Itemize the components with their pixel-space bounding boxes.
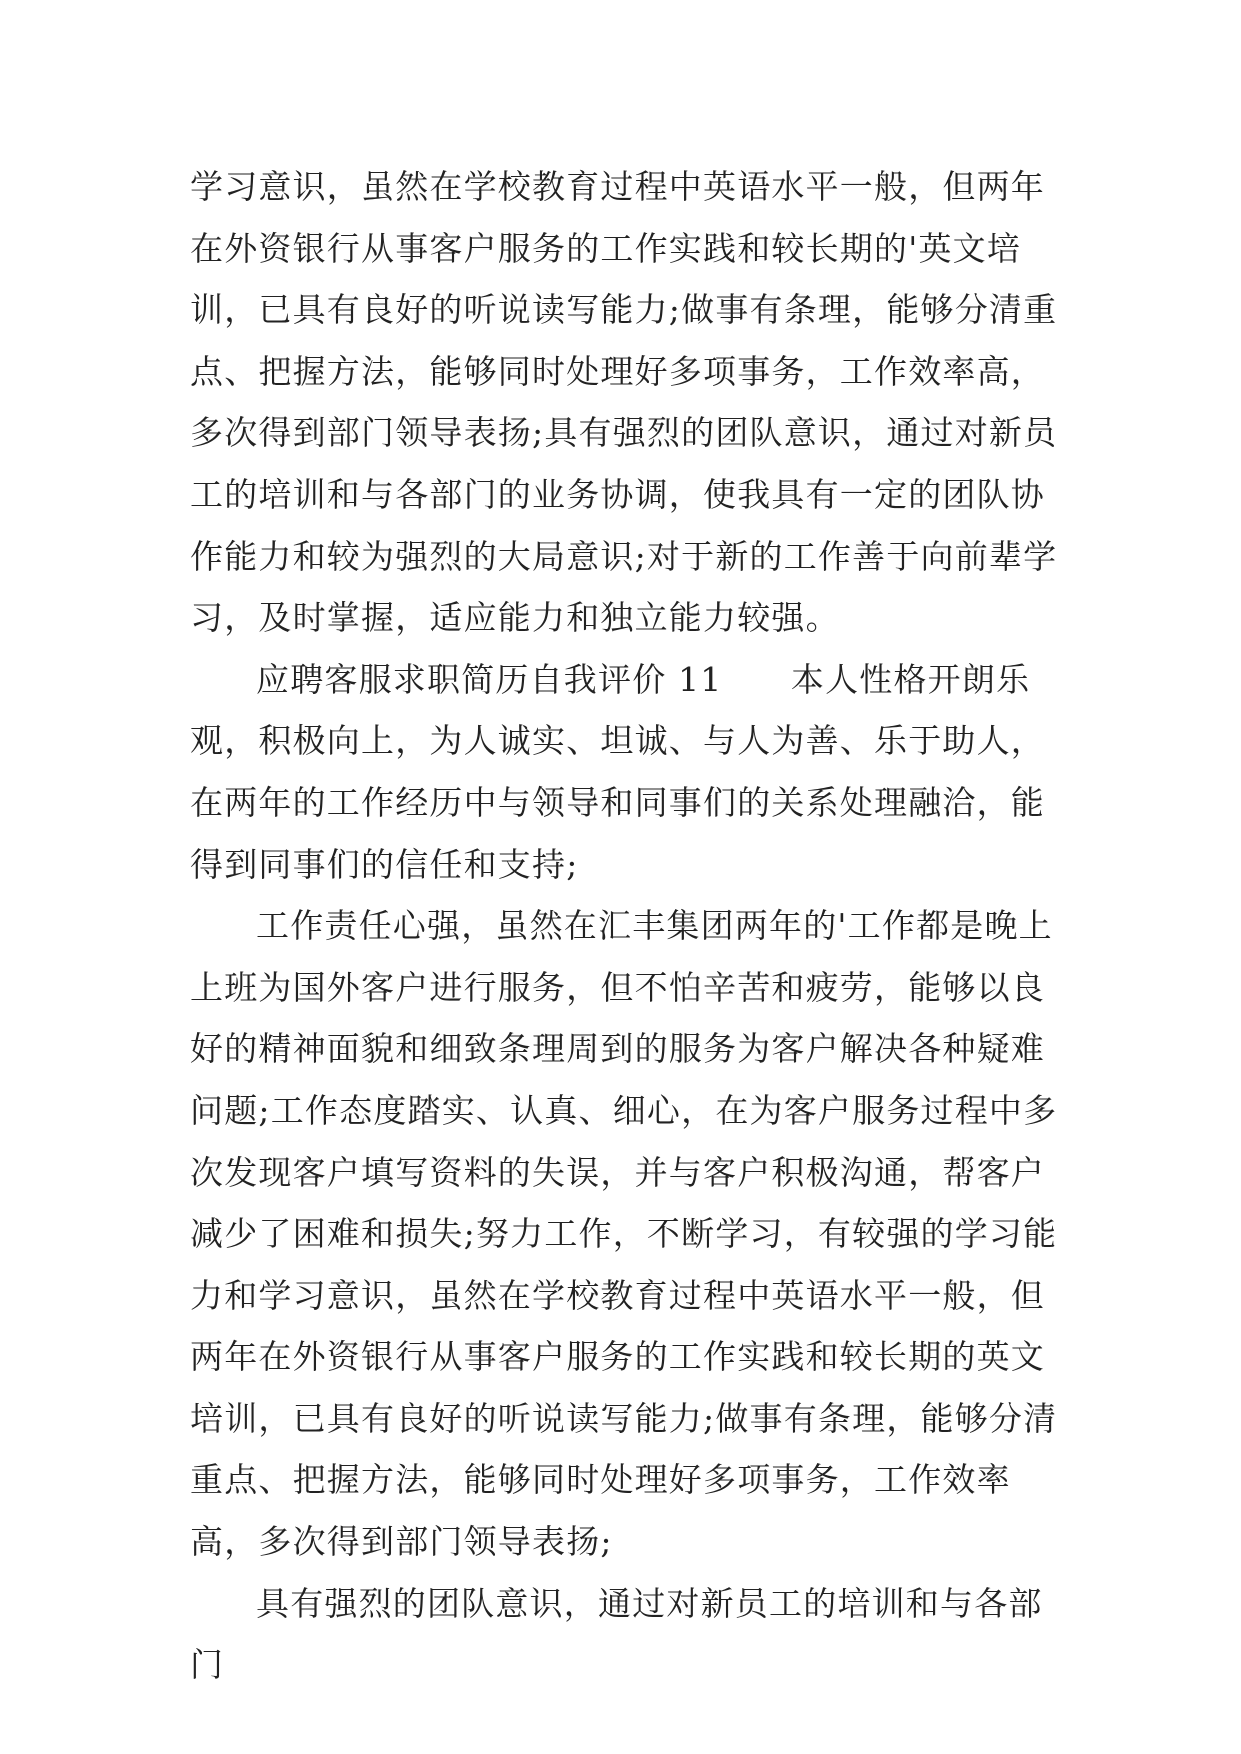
paragraph-1: 学习意识，虽然在学校教育过程中英语水平一般，但两年在外资银行从事客户服务的工作实践和较长期的'英文培训，已具有良好的听说读写能力;做事有条理，能够分清重点、把握方法，能够同时处理好多项事务，工作效率高，多次得到部门领导表扬;具有强烈的团队意识，通过对新员工的培训和与各部门的业务协调，使我具有一定的团队协作能力和较为强烈的大局意识;对于新的工作善于向前辈学习，及时掌握，适应能力和独立能力较强。 [190,167,1058,638]
paragraph-2: 应聘客服求职简历自我评价 11 本人性格开朗乐观，积极向上，为人诚实、坦诚、与人为善、乐于助人，在两年的工作经历中与领导和同事们的关系处理融洽，能得到同事们的信任和支持; [190,659,1045,884]
paragraph-3: 工作责任心强，虽然在汇丰集团两年的'工作都是晚上上班为国外客户进行服务，但不怕辛苦和疲劳，能够以良好的精神面貌和细致条理周到的服务为客户解决各种疑难问题;工作态度踏实、认真、细心，在为客户服务过程中多次发现客户填写资料的失误，并与客户积极沟通，帮客户减少了困难和损失;努力工作，不断学习，有较强的学习能力和学习意识，虽然在学校教育过程中英语水平一般，但两年在外资银行从事客户服务的工作实践和较长期的英文培训，已具有良好的听说读写能力;做事有条理，能够分清重点、把握方法，能够同时处理好多项事务，工作效率高，多次得到部门领导表扬; [190,906,1058,1562]
document-body [190,156,1070,1696]
paragraph-4: 具有强烈的团队意识，通过对新员工的培训和与各部门 [190,1583,1043,1685]
